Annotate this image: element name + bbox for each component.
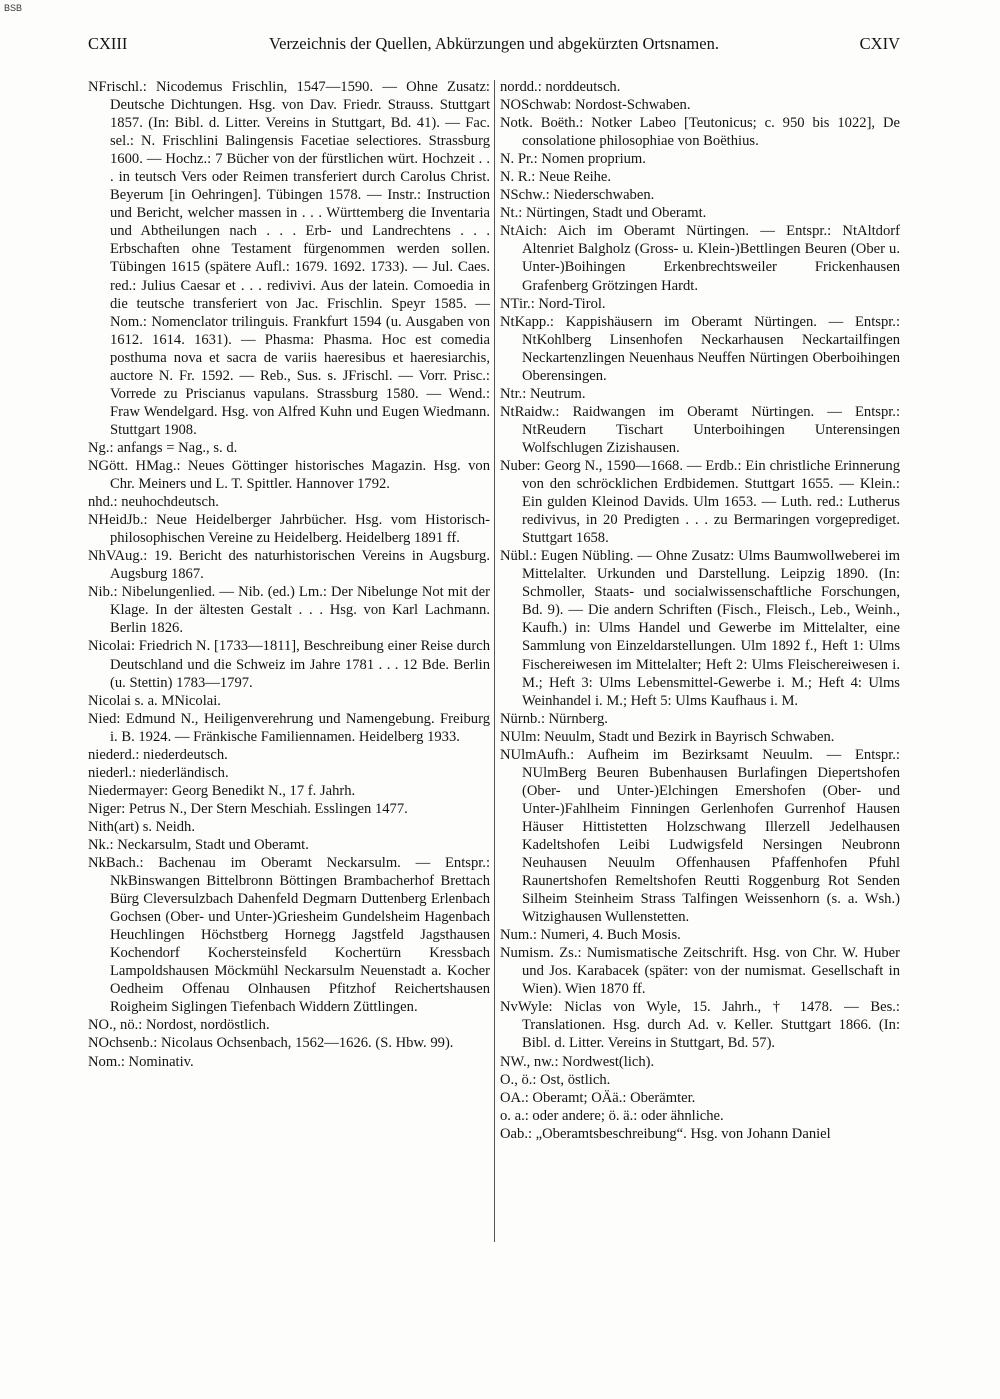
- entry-niedermayer: Niedermayer: Georg Benedikt N., 17 f. Jahrh.: [88, 782, 356, 799]
- entry-n-r: N. R.: Neue Reihe.: [500, 169, 612, 186]
- entry-nicolai: Nicolai: Friedrich N. [1733—1811], Beschreibung einer Reise durch Deutschland und die Schweiz im Jahre 1781 . . . 12 Bde. Berlin (u. Stettin) 1783—1797.: [88, 638, 490, 691]
- entry-n-pr: N. Pr.: Nomen proprium.: [500, 151, 646, 168]
- entry-nurnb: Nürnb.: Nürnberg.: [500, 710, 608, 727]
- entry-nk: Nk.: Neckarsulm, Stadt und Oberamt.: [88, 836, 309, 853]
- column-divider: [494, 80, 495, 1242]
- left-page-number: CXIII: [88, 34, 128, 53]
- entry-oab: Oab.: „Oberamtsbeschreibung“. Hsg. von Johann Daniel: [500, 1125, 831, 1142]
- entry-o-a: o. a.: oder andere; ö. ä.: oder ähnliche.: [500, 1107, 724, 1124]
- entry-nhvaug: NhVAug.: 19. Bericht des naturhistorischen Vereins in Augsburg. Augsburg 1867.: [88, 548, 490, 583]
- entry-nubl: Nübl.: Eugen Nübling. — Ohne Zusatz: Ulms Baumwollweberei im Mittelalter. Urkunden und Darstellung. Leipzig 1890. (In: Schmoller, Staats- und socialwissenschaftliche Forschungen, Bd. 9). — Die andern Schriften (Fisch., Fleisch., Leb., Weinh., Kaufh.) in: Ulms Handel und Gewerbe im Mittelalter, eine Sammlung von Einzeldarstellungen. Ulm 1892 f., Heft 1: Ulms Fischereiwesen im Mittelalter; Heft 2: Ulms Fleischereiwesen i. M.; Heft 3: Ulms Lebensmittel-Gewerbe i. M.; Heft 4: Ulms Weinhandel i. M.; Heft 5: Ulms Kaufhaus i. M.: [500, 548, 900, 709]
- entry-ntr: Ntr.: Neutrum.: [500, 385, 586, 402]
- entry-nochsenb: NOchsenb.: Nicolaus Ochsenbach, 1562—1626. (S. Hbw. 99).: [88, 1035, 454, 1052]
- entry-nuber: Nuber: Georg N., 1590—1668. — Erdb.: Ein christliche Erinnerung von den schröcklichen Erdbidemen. Stuttgart 1655. — Klein.: Ein gulden Kleinod Davids. Ulm 1653. — Luth. red.: Lutherus redivivus, in 20 Predigten . . . zu Bermaringen vorgeprediget. Stuttgart 1658.: [500, 457, 900, 547]
- right-page-number: CXIV: [859, 34, 900, 53]
- entry-nicolai-see-also: Nicolai s. a. MNicolai.: [88, 692, 221, 709]
- page-title: Verzeichnis der Quellen, Abkürzungen und abgekürzten Ortsnamen.: [269, 34, 719, 53]
- entry-ngott-hmag: NGött. HMag.: Neues Göttinger historisches Magazin. Hsg. von Chr. Meiners und L. T. Spittler. Hannover 1792.: [88, 457, 490, 493]
- entry-nulm: NUlm: Neuulm, Stadt und Bezirk in Bayrisch Schwaben.: [500, 728, 835, 745]
- entry-nschw: NSchw.: Niederschwaben.: [500, 187, 655, 204]
- entry-num: Num.: Numeri, 4. Buch Mosis.: [500, 927, 681, 944]
- entry-niger: Niger: Petrus N., Der Stern Meschiah. Esslingen 1477.: [88, 800, 408, 817]
- entry-ntraidw: NtRaidw.: Raidwangen im Oberamt Nürtingen. — Entspr.: NtReudern Tischart Unterboihingen Unterensingen Wolfschlugen Zizishausen.: [500, 403, 900, 456]
- left-column: [88, 78, 490, 1071]
- entry-nom: Nom.: Nominativ.: [88, 1053, 194, 1070]
- entry-niederd: niederd.: niederdeutsch.: [88, 746, 228, 763]
- entry-ntkapp: NtKapp.: Kappishäusern im Oberamt Nürtingen. — Entspr.: NtKohlberg Linsenhofen Neckarhausen Neckartailfingen Neckartenzlingen Neuenhaus Neuffen Nürtingen Oberboihingen Oberensingen.: [500, 313, 900, 384]
- entry-niederl: niederl.: niederländisch.: [88, 764, 229, 781]
- entry-nib: Nib.: Nibelungenlied. — Nib. (ed.) Lm.: Der Nibelunge Not mit der Klage. In der ältesten Gestalt . . . Hsg. von Karl Lachmann. Berlin 1826.: [88, 584, 490, 637]
- library-stamp: BSB: [4, 3, 23, 13]
- entry-ntaich: NtAich: Aich im Oberamt Nürtingen. — Entspr.: NtAltdorf Altenriet Balgholz (Gross- u. Klein-)Bettlingen Beuren (Ober u. Unter-)Boihingen Erkenbrechtsweiler Frickenhausen Grafenberg Grötzingen Hardt.: [500, 223, 900, 294]
- entry-ntir: NTir.: Nord-Tirol.: [500, 295, 606, 312]
- entry-nfrischl: NFrischl.: Nicodemus Frischlin, 1547—1590. — Ohne Zusatz: Deutsche Dichtungen. Hsg. von Dav. Friedr. Strauss. Stuttgart 1857. (In: Bibl. d. Litter. Vereins in Stuttgart, Bd. 41). — Fac. sel.: N. Frischlini Balingensis Facetiae selectiores. Strassburg 1600. — Hochz.: 7 Bücher von der fürstlichen würt. Hochzeit . . . in teutsch Vers oder Reimen transferiert durch Carolus Christ. Beyerum [in Oehringen]. Tübingen 1578. — Instr.: Instruction und Bericht, welcher massen in . . . Württemberg die Inventaria und Abtheilungen nach . . . Erb- und Landrechtens . . . Erbschaften ohne Testament fürgenommen werden sollen. Tübingen 1615 (spätere Aufl.: 1679. 1692. 1733). — Jul. Caes. red.: Julius Caesar et . . . redivivi. Aus der latein. Comoedia in die teutsche transferiert von Jac. Frischlin. Speyr 1585. — Nom.: Nomenclator trilinguis. Frankfurt 1594 (u. Ausgaben von 1612. 1614. 1631). — Phasma: Phasma. Hoc est comedia posthuma nova et sacra de variis haeresibus et haeresiarchis, auctore N. Fr. 1592. — Reb., Sus. s. JFrischl. — Vorr. Prisc.: Vorrede zu Priscianus vapulans. Strassburg 1580. — Wend.: Fraw Wendelgard. Hsg. von Alfred Kuhn und Eugen Wiedmann. Stuttgart 1908.: [88, 79, 490, 438]
- entry-nhd: nhd.: neuhochdeutsch.: [88, 494, 219, 511]
- entry-ng: Ng.: anfangs = Nag., s. d.: [88, 439, 238, 456]
- entry-nulmaufh: NUlmAufh.: Aufheim im Bezirksamt Neuulm. — Entspr.: NUlmBerg Beuren Bubenhausen Burlafingen Diepertshofen (Ober- und Unter-)Elchingen Emershofen (Ober- und Unter-)Fahlheim Finningen Gerlenhofen Gurrenhof Hausen Häuser Hittistetten Holzschwang Illerzell Jedelhausen Kadeltshofen Leibi Ludwigsfeld Nersingen Neubronn Neuhausen Neuulm Offenhausen Pfaffenhofen Pfuhl Raunertshofen Remeltshofen Reutti Roggenburg Rot Senden Silheim Steinheim Strass Talfingen Weissenhorn (s. a. Wsh.) Witzighausen Wullenstetten.: [500, 746, 900, 926]
- entry-nied: Nied: Edmund N., Heiligenverehrung und Namengebung. Freiburg i. B. 1924. — Fränkische Familiennamen. Heidelberg 1933.: [88, 710, 490, 745]
- entry-nw: NW., nw.: Nordwest(lich).: [500, 1053, 655, 1070]
- entry-nheidjb: NHeidJb.: Neue Heidelberger Jahrbücher. Hsg. vom Historisch-philosophischen Vereine zu Heidelberg. Heidelberg 1891 ff.: [88, 512, 490, 547]
- entry-oa: OA.: Oberamt; OÄä.: Oberämter.: [500, 1089, 696, 1106]
- entry-noschwab: NOSchwab: Nordost-Schwaben.: [500, 97, 691, 114]
- right-column: [500, 78, 900, 1143]
- running-header: [88, 34, 900, 56]
- entry-nkbach: NkBach.: Bachenau im Oberamt Neckarsulm. — Entspr.: NkBinswangen Bittelbronn Böttingen Brambacherhof Brettach Bürg Cleversulzbach Dahenfeld Degmarn Duttenberg Erlenbach Gochsen (Ober- und Unter-)Griesheim Gundelsheim Hagenbach Heuchlingen Höchstberg Hornegg Jagstfeld Jagsthausen Kochendorf Kochersteinsfeld Kochertürn Kressbach Lampoldshausen Möckmühl Neckarsulm Neuenstadt a. Kocher Oedheim Offenau Olnhausen Pfitzhof Reichertshausen Roigheim Siglingen Tiefenbach Widdern Züttlingen.: [88, 855, 490, 1016]
- entry-notk-boeth: Notk. Boëth.: Notker Labeo [Teutonicus; c. 950 bis 1022], De consolatione philosophiae von Boëthius.: [500, 115, 900, 150]
- entry-numism-zs: Numism. Zs.: Numismatische Zeitschrift. Hsg. von Chr. W. Huber und Jos. Karabacek (später: von der numismat. Gesellschaft in Wien). Wien 1870 ff.: [500, 945, 900, 998]
- entry-nithart: Nith(art) s. Neidh.: [88, 818, 195, 835]
- entry-no: NO., nö.: Nordost, nordöstlich.: [88, 1017, 270, 1034]
- entry-nordd: nordd.: norddeutsch.: [500, 79, 621, 95]
- entry-nt: Nt.: Nürtingen, Stadt und Oberamt.: [500, 205, 707, 222]
- entry-nvwyle: NvWyle: Niclas von Wyle, 15. Jahrh., † 1478. — Bes.: Translationen. Hsg. durch Ad. v. Keller. Stuttgart 1866. (In: Bibl. d. Litter. Vereins in Stuttgart, Bd. 57).: [500, 999, 900, 1052]
- entry-o: O., ö.: Ost, östlich.: [500, 1071, 611, 1088]
